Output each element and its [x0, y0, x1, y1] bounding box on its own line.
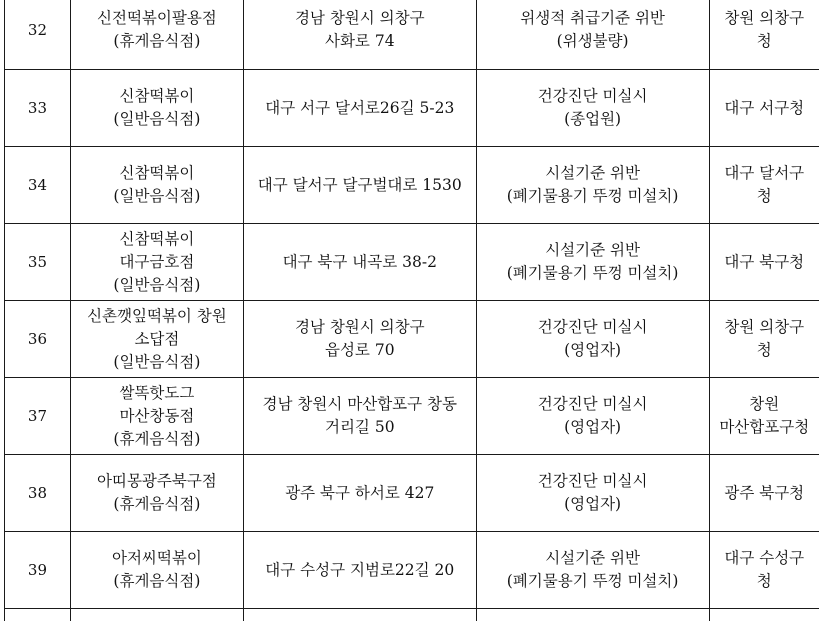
business-name-line: 쌀똑핫도그	[119, 383, 195, 402]
violation-cell	[476, 532, 709, 609]
violation-line: 건강진단 미실시	[537, 87, 648, 105]
business-name-cell	[70, 532, 243, 609]
business-name-line: 아저씨떡볶이	[111, 549, 202, 567]
violation-line: (폐기물용기 뚜껑 미설치)	[506, 572, 679, 590]
business-name-cell	[70, 455, 243, 532]
table-row	[5, 301, 819, 378]
row-number-cell: 32	[5, 0, 71, 70]
violation-line: 시설기준 위반	[545, 549, 640, 567]
agency-cell	[709, 70, 819, 147]
table-body	[5, 0, 819, 621]
violation-cell	[476, 224, 709, 301]
table-row	[5, 147, 819, 224]
agency-cell	[709, 532, 819, 609]
violation-cell	[476, 378, 709, 455]
business-name-cell	[70, 224, 243, 301]
row-number-cell: 34	[5, 147, 71, 224]
business-name-cell	[70, 378, 243, 455]
violation-cell	[476, 455, 709, 532]
address-cell	[243, 0, 476, 70]
address-line: 대구 달서구 달구벌대로 1530	[257, 175, 462, 194]
business-name-line: (일반음식점)	[113, 187, 201, 205]
agency-line: 청	[756, 572, 772, 590]
violation-line: 건강진단 미실시	[537, 472, 648, 490]
business-name-cell	[70, 0, 243, 70]
row-number-cell: 35	[5, 224, 71, 301]
violation-line: (영업자)	[564, 495, 622, 513]
agency-cell	[709, 147, 819, 224]
agency-line: 광주 북구청	[724, 483, 805, 502]
agency-line: 창원	[749, 395, 780, 413]
agency-line: 마산합포구청	[719, 418, 810, 436]
address-line: 대구 서구 달서로26길 5-23	[265, 98, 455, 117]
agency-line: 청	[756, 341, 772, 359]
table-row	[5, 0, 819, 70]
violation-cell	[476, 301, 709, 378]
address-cell	[243, 455, 476, 532]
address-cell	[243, 532, 476, 609]
violation-line: 건강진단 미실시	[537, 395, 648, 413]
agency-line: 대구 수성구	[724, 549, 805, 567]
row-number-cell: 36	[5, 301, 71, 378]
violation-cell	[476, 70, 709, 147]
agency-line: 청	[756, 32, 772, 50]
business-name-line: 신참떡볶이	[119, 229, 195, 248]
agency-line: 창원 의창구	[724, 9, 805, 27]
address-cell	[243, 378, 476, 455]
business-name-line: (휴게음식점)	[113, 495, 201, 513]
violation-line: (폐기물용기 뚜껑 미설치)	[506, 264, 679, 282]
address-line: 거리길 50	[324, 418, 395, 436]
violation-line: (영업자)	[564, 341, 622, 359]
row-number-cell: 38	[5, 455, 71, 532]
agency-line: 대구 달서구	[724, 164, 805, 182]
address-line: 광주 북구 하서로 427	[285, 483, 435, 502]
violation-cell	[476, 609, 709, 621]
address-line: 경남 창원시 마산합포구 창동	[262, 395, 458, 413]
business-name-line: 대구금호점	[119, 252, 195, 271]
violation-line: (종업원)	[564, 110, 622, 128]
violation-table	[4, 0, 819, 621]
table-row	[5, 378, 819, 455]
business-name-cell	[70, 301, 243, 378]
address-cell	[243, 224, 476, 301]
agency-line: 대구 북구청	[724, 252, 805, 271]
business-name-line: (휴게음식점)	[113, 32, 201, 50]
business-name-line: 신참떡볶이	[119, 87, 195, 105]
business-name-line: 신전떡볶이팔용점	[97, 9, 217, 27]
address-line: 읍성로 70	[324, 341, 395, 359]
row-number-cell: 39	[5, 532, 71, 609]
address-line: 대구 북구 내곡로 38-2	[282, 252, 437, 271]
address-cell	[243, 70, 476, 147]
agency-cell	[709, 455, 819, 532]
address-cell	[243, 609, 476, 621]
business-name-line: 아띠몽광주북구점	[97, 472, 217, 490]
violation-line: (폐기물용기 뚜껑 미설치)	[506, 187, 679, 205]
row-number-cell	[5, 609, 71, 621]
address-line: 사화로 74	[324, 32, 395, 50]
business-name-cell	[70, 70, 243, 147]
violation-line: (영업자)	[564, 418, 622, 436]
address-line: 경남 창원시 의창구	[294, 9, 425, 27]
business-name-line: (휴게음식점)	[113, 572, 201, 590]
table-row	[5, 609, 819, 621]
business-name-line: (일반음식점)	[113, 110, 201, 128]
violation-cell	[476, 147, 709, 224]
agency-line: 청	[756, 187, 772, 205]
business-name-cell	[70, 609, 243, 621]
address-line: 대구 수성구 지범로22길 20	[265, 560, 455, 579]
row-number-cell: 33	[5, 70, 71, 147]
agency-cell	[709, 0, 819, 70]
business-name-line: 소답점	[134, 329, 180, 348]
address-line: 경남 창원시 의창구	[294, 318, 425, 336]
business-name-line: 마산창동점	[119, 406, 195, 425]
table-row	[5, 455, 819, 532]
violation-line: 시설기준 위반	[545, 241, 640, 259]
agency-line: 대구 서구청	[724, 98, 805, 117]
agency-cell	[709, 224, 819, 301]
table-row	[5, 532, 819, 609]
violation-line: 위생적 취급기준 위반	[520, 9, 665, 27]
business-name-line: (일반음식점)	[113, 275, 201, 294]
business-name-line: (일반음식점)	[113, 352, 201, 371]
business-name-line: 신참떡볶이	[119, 164, 195, 182]
business-name-line: (휴게음식점)	[113, 429, 201, 448]
violation-line: 건강진단 미실시	[537, 318, 648, 336]
business-name-cell	[70, 147, 243, 224]
agency-cell	[709, 378, 819, 455]
agency-line: 창원 의창구	[724, 318, 805, 336]
agency-cell	[709, 301, 819, 378]
business-name-line: 신촌깻잎떡볶이 창원	[87, 306, 227, 325]
address-cell	[243, 301, 476, 378]
violation-line: (위생불량)	[556, 32, 629, 50]
table-row	[5, 70, 819, 147]
violation-cell	[476, 0, 709, 70]
table-row	[5, 224, 819, 301]
row-number-cell: 37	[5, 378, 71, 455]
agency-cell	[709, 609, 819, 621]
violation-line: 시설기준 위반	[545, 164, 640, 182]
address-cell	[243, 147, 476, 224]
